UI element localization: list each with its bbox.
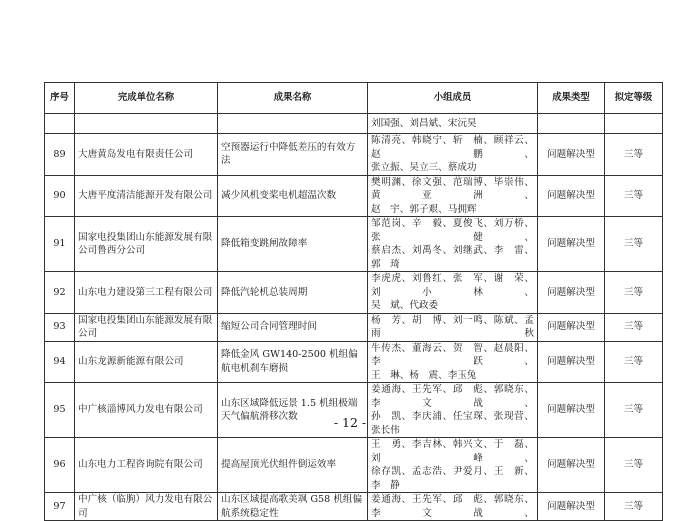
cell-grade: 三等 (605, 341, 663, 383)
cell-grade: 三等 (605, 383, 663, 438)
cell-grade: 三等 (605, 134, 663, 176)
continuation-row (45, 114, 663, 134)
members-line: 牛传杰、董海云、贺 智、赵晨阳、李 跃、 (371, 342, 534, 367)
header-type: 成果类型 (538, 83, 605, 114)
members-line: 徐存凯、孟志浩、尹爱月、王 新、李 静 (371, 466, 534, 491)
cell-achievement: 减少风机变桨电机超温次数 (218, 175, 368, 217)
table-row (45, 134, 663, 176)
cell-members (368, 134, 538, 176)
cell-type: 问题解决型 (538, 134, 605, 176)
cell-achievement: 山东区域提高歌美飒 G58 机组偏航系统稳定性 (218, 493, 368, 521)
table-row (45, 272, 663, 314)
table-row (45, 313, 663, 341)
table-row (45, 493, 663, 521)
cell-unit: 大唐黄岛发电有限责任公司 (75, 134, 218, 176)
cell-unit: 中广核淄博风力发电有限公司 (75, 383, 218, 438)
members-line: 李虎虎、刘鲁红、张 军、谢 荣、刘小林、 (371, 273, 534, 298)
cell-unit: 山东电力工程咨询院有限公司 (75, 438, 218, 493)
cell-members (368, 313, 538, 341)
cell-achievement: 降低汽轮机总装周期 (218, 272, 368, 314)
cell-grade: 三等 (605, 438, 663, 493)
cell-type: 问题解决型 (538, 313, 605, 341)
cell-type: 问题解决型 (538, 272, 605, 314)
cell-no: 89 (45, 134, 75, 176)
cell-grade: 三等 (605, 272, 663, 314)
header-members: 小组成员 (368, 83, 538, 114)
members-line: 刘国强、刘昌斌、宋沅昊 (371, 117, 477, 129)
cell-members (368, 272, 538, 314)
cell-no: 95 (45, 383, 75, 438)
table-row (45, 175, 663, 217)
cell-members (368, 217, 538, 272)
cell-no: 93 (45, 313, 75, 341)
cell-achievement: 空预器运行中降低差压的有效方法 (218, 134, 368, 176)
table-row (45, 438, 663, 493)
header-grade: 拟定等级 (605, 83, 663, 114)
page-number: - 12 - (333, 415, 367, 430)
cell-achievement: 提高屋顶光伏组件倒运效率 (218, 438, 368, 493)
header-no: 序号 (45, 83, 75, 114)
members-line: 陈清亮、韩晓宁、斩 楠、顾祥云、赵 鹏、 (371, 135, 534, 160)
cell-grade: 三等 (605, 217, 663, 272)
cell-unit: 国家电投集团山东能源发展有限公司鲁西分公司 (75, 217, 218, 272)
cell-members (368, 114, 538, 134)
cell-members (368, 175, 538, 217)
members-line: 樊明渊、徐文强、范瑞博、毕崇伟、黄亚洲、 (371, 176, 534, 201)
table-row (45, 217, 663, 272)
members-line: 姜通海、王先军、邱 彪、郭晓东、李文战、 (371, 494, 534, 519)
cell-achievement: 缩短公司合同管理时间 (218, 313, 368, 341)
cell-unit (75, 114, 218, 134)
table-body (45, 114, 663, 521)
cell-no: 91 (45, 217, 75, 272)
header-achievement: 成果名称 (218, 83, 368, 114)
cell-grade: 三等 (605, 175, 663, 217)
cell-type: 问题解决型 (538, 175, 605, 217)
members-line: 张立振、吴立三、蔡成功 (371, 162, 477, 173)
cell-members (368, 493, 538, 521)
awards-table (44, 82, 663, 521)
cell-no: 94 (45, 341, 75, 383)
members-line: 姜通海、王先军、邱 彪、郭晓东、李文战、 (371, 384, 534, 409)
cell-no: 92 (45, 272, 75, 314)
cell-type: 问题解决型 (538, 493, 605, 521)
cell-achievement (218, 114, 368, 134)
members-line: 邹范岗、辛 毅、夏俊飞、刘万桥、张 健、 (371, 218, 534, 243)
cell-unit: 山东龙源新能源有限公司 (75, 341, 218, 383)
cell-no: 96 (45, 438, 75, 493)
cell-unit: 国家电投集团山东能源发展有限公司 (75, 313, 218, 341)
cell-grade: 三等 (605, 313, 663, 341)
members-line: 杨 芳、胡 博、刘一鸣、陈斌、孟雨秋 (371, 314, 534, 339)
members-line: 赵 宇、郭子艰、马拥辉 (371, 203, 477, 215)
cell-unit: 中广核（临朐）风力发电有限公司 (75, 493, 218, 521)
cell-achievement: 降低箱变跳闸故障率 (218, 217, 368, 272)
members-line: 王 勇、李吉林、韩兴文、于 磊、刘 峰、 (371, 439, 534, 464)
cell-type: 问题解决型 (538, 217, 605, 272)
members-line: 吴 斌、代政委 (371, 300, 439, 311)
members-line: 蔡启杰、刘禹冬、刘继武、李 雷、郭 琦 (371, 245, 534, 270)
cell-grade: 三等 (605, 493, 663, 521)
members-line: 王 琳、杨 震、李玉兔 (371, 369, 477, 381)
cell-achievement: 降低金风 GW140-2500 机组偏航电机刹车磨损 (218, 341, 368, 383)
cell-no: 90 (45, 175, 75, 217)
cell-members (368, 438, 538, 493)
cell-unit: 大唐平度清洁能源开发有限公司 (75, 175, 218, 217)
cell-no (45, 114, 75, 134)
table-header-row (45, 83, 663, 114)
table-row (45, 341, 663, 383)
cell-achievement: 山东区域降低远景 1.5 机组极端天气偏航滑移次数 (218, 383, 368, 438)
cell-grade (605, 114, 663, 134)
cell-type (538, 114, 605, 134)
cell-type: 问题解决型 (538, 383, 605, 438)
cell-type: 问题解决型 (538, 438, 605, 493)
header-unit: 完成单位名称 (75, 83, 218, 114)
cell-members (368, 341, 538, 383)
members-line: 孙 凯、李庆浦、任宝琛、张现营、张长伟 (371, 411, 534, 436)
cell-type: 问题解决型 (538, 341, 605, 383)
cell-unit: 山东电力建设第三工程有限公司 (75, 272, 218, 314)
cell-no: 97 (45, 493, 75, 521)
